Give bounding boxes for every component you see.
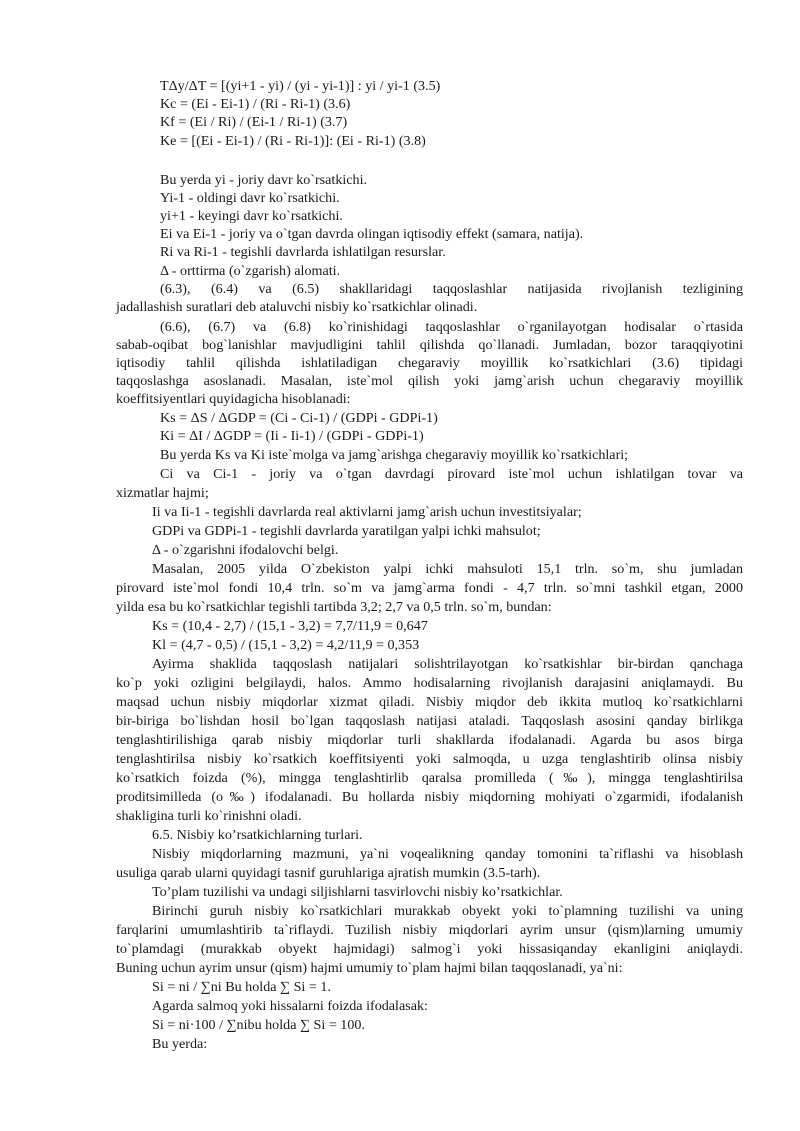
formula-si: Si = ni / ∑ni Bu holda ∑ Si = 1.	[152, 979, 331, 995]
paragraph-line: Birinchi guruh nisbiy ko`rsatkichlari murakkab obyekt yoki to`plamning tuzilishi va uning	[152, 903, 743, 919]
paragraph-line: farqlarini umumlashtirib ta`riflaydi. Tuzilish nisbiy miqdorlari ayrim unsur (qism)larning umumiy	[116, 922, 743, 938]
paragraph-line: (6.6), (6.7) va (6.8) ko`rinishidagi taqqoslashlar o`rganilayotgan hodisalar o`rtasida	[160, 319, 743, 335]
paragraph-line: pirovard iste`mol fondi 10,4 trln. so`m va jamg`arma fondi - 4,7 trln. so`mni tashkil etgan, 2000	[116, 580, 743, 596]
paragraph-line: proditsimilleda (o‰) ifodalanadi. Bu hollarda nisbiy miqdorning mohiyati o`zgarmidi, ifodalanish	[116, 789, 743, 805]
formula-3-8: Ke = [(Ei - Ei-1) / (Ri - Ri-1)]: (Ei - Ri-1) (3.8)	[160, 133, 426, 149]
calc-kl: Kl = (4,7 - 0,5) / (15,1 - 3,2) = 4,2/11,9 = 0,353	[152, 637, 420, 653]
paragraph-line: iqtisodiy tahlil qilishda ishlatiladigan chegaraviy moyillik ko`rsatkichlari (3.6) tipidagi	[116, 355, 743, 371]
paragraph-line: maqsad uchun nisbiy miqdorlar xizmat qiladi. Nisbiy miqdor deb ikkita mutloq ko`rsatkichlarni	[116, 694, 743, 710]
paragraph-line: Ci va Ci-1 - joriy va o`tgan davrdagi pirovard iste`mol uchun ishlatilgan tovar va	[160, 466, 743, 482]
legend-line: Ri va Ri-1 - tegishli davrlarda ishlatilgan resurslar.	[160, 244, 446, 260]
paragraph-line: usuliga qarab ularni quyidagi tasnif guruhlariga ajratish mumkin (3.5-tarh).	[116, 865, 541, 881]
paragraph-line: tenglashtirilishiga qarab nisbiy miqdorlar turli shakllarda ifodalanadi. Agarda bu asos birga	[116, 732, 743, 748]
formula-3-6: Kc = (Ei - Ei-1) / (Ri - Ri-1) (3.6)	[160, 96, 351, 112]
paragraph-line: Δ - o`zgarishni ifodalovchi belgi.	[152, 542, 339, 558]
legend-line: Yi-1 - oldingi davr ko`rsatkichi.	[160, 190, 340, 206]
paragraph-line: Agarda salmoq yoki hissalarni foizda ifodalasak:	[152, 998, 428, 1014]
formula-si-100: Si = ni·100 / ∑nibu holda ∑ Si = 100.	[152, 1017, 365, 1033]
paragraph-line: taqqoslashga asoslanadi. Masalan, iste`mol qilish yoki jamg`arish uchun chegaraviy moyillik	[116, 373, 743, 389]
paragraph-line: koeffitsiyentlari quyidagicha hisoblanadi:	[116, 391, 351, 407]
paragraph-line: xizmatlar hajmi;	[116, 485, 209, 501]
paragraph-line: ko`p yoki ozligini belgilaydi, halos. Ammo hodisalarning rivojlanish darajasini aniqlamaydi. Bu	[116, 675, 743, 691]
subheading: To’plam tuzilishi va undagi siljishlarni tasvirlovchi nisbiy ko’rsatkichlar.	[152, 884, 563, 900]
calc-ks: Ks = (10,4 - 2,7) / (15,1 - 3,2) = 7,7/11,9 = 0,647	[152, 618, 428, 634]
paragraph-line: Nisbiy miqdorlarning mazmuni, ya`ni voqealikning qanday tomonini ta`riflashi va hisoblash	[152, 846, 743, 862]
paragraph-line: to`plamdagi (murakkab obyekt hajmidagi) salmog`i yoki hissasiqanday ekanligini aniqlaydi.	[116, 941, 743, 957]
legend-line: Δ - orttirma (o`zgarish) alomati.	[160, 263, 341, 279]
formula-3-5: TΔy/ΔT = [(yi+1 - yi) / (yi - yi-1)] : yi / yi-1 (3.5)	[160, 78, 441, 94]
legend-line: Ei va Ei-1 - joriy va o`tgan davrda olingan iqtisodiy effekt (samara, natija).	[160, 226, 584, 242]
legend-line: yi+1 - keyingi davr ko`rsatkichi.	[160, 208, 343, 224]
paragraph-line: yilda esa bu ko`rsatkichlar tegishli tartibda 3,2; 2,7 va 0,5 trln. so`m, bundan:	[116, 599, 552, 615]
paragraph-line: (6.3), (6.4) va (6.5) shakllaridagi taqqoslashlar natijasida rivojlanish tezligining	[160, 281, 743, 297]
paragraph-line: ko`rsatkich foizda (%), mingga tenglashtirlib qaralsa promilleda (‰), mingga tenglashtirilsa	[116, 770, 743, 786]
paragraph-line: Bu yerda Ks va Ki iste`molga va jamg`arishga chegaraviy moyillik ko`rsatkichlari;	[160, 447, 629, 463]
paragraph-line: Masalan, 2005 yilda O`zbekiston yalpi ichki mahsuloti 15,1 trln. so`m, shu jumladan	[152, 561, 743, 577]
formula-ki: Ki = ΔI / ΔGDP = (Ii - Ii-1) / (GDPi - GDPi-1)	[160, 428, 424, 444]
paragraph-line: sabab-oqibat bog`lanishlar mavjudligini tahlil qilishda qo`llanadi. Jumladan, bozor taraqqiyotini	[116, 337, 743, 353]
paragraph-line: shakligina turli ko`rinishni oladi.	[116, 808, 302, 824]
paragraph-line: Buning uchun ayrim unsur (qism) hajmi umumiy to`plam hajmi bilan taqqoslanadi, ya`ni:	[116, 960, 623, 976]
paragraph-line: jadallashish suratlari deb ataluvchi nisbiy ko`rsatkichlar olinadi.	[116, 299, 478, 315]
formula-3-7: Kf = (Ei / Ri) / (Ei-1 / Ri-1) (3.7)	[160, 114, 348, 130]
paragraph-line: Ayirma shaklida taqqoslash natijalari solishtrilayotgan ko`rsatkishlar bir-birdan qanchaga	[152, 656, 743, 672]
paragraph-line: GDPi va GDPi-1 - tegishli davrlarda yaratilgan yalpi ichki mahsulot;	[152, 523, 541, 539]
paragraph-line: tenglashtirilsa nisbiy ko`rsatkich koeffitsiyenti yoki salmoqda, u uzga tenglashtirib olinsa nisbiy	[116, 751, 743, 767]
paragraph-line: Ii va Ii-1 - tegishli davrlarda real aktivlarni jamg`arish uchun investitsiyalar;	[152, 504, 582, 520]
legend-line: Bu yerda yi - joriy davr ko`rsatkichi.	[160, 172, 368, 188]
section-title: 6.5. Nisbiy ko’rsatkichlarning turlari.	[152, 827, 363, 843]
paragraph-line: bir-biriga bo`lishdan hosil bo`lgan taqqoslash natijasi ataladi. Taqqoslash asosini qanday birlikga	[116, 713, 743, 729]
paragraph-line: Bu yerda:	[152, 1036, 208, 1052]
formula-ks: Ks = ΔS / ΔGDP = (Ci - Ci-1) / (GDPi - GDPi-1)	[160, 410, 438, 426]
